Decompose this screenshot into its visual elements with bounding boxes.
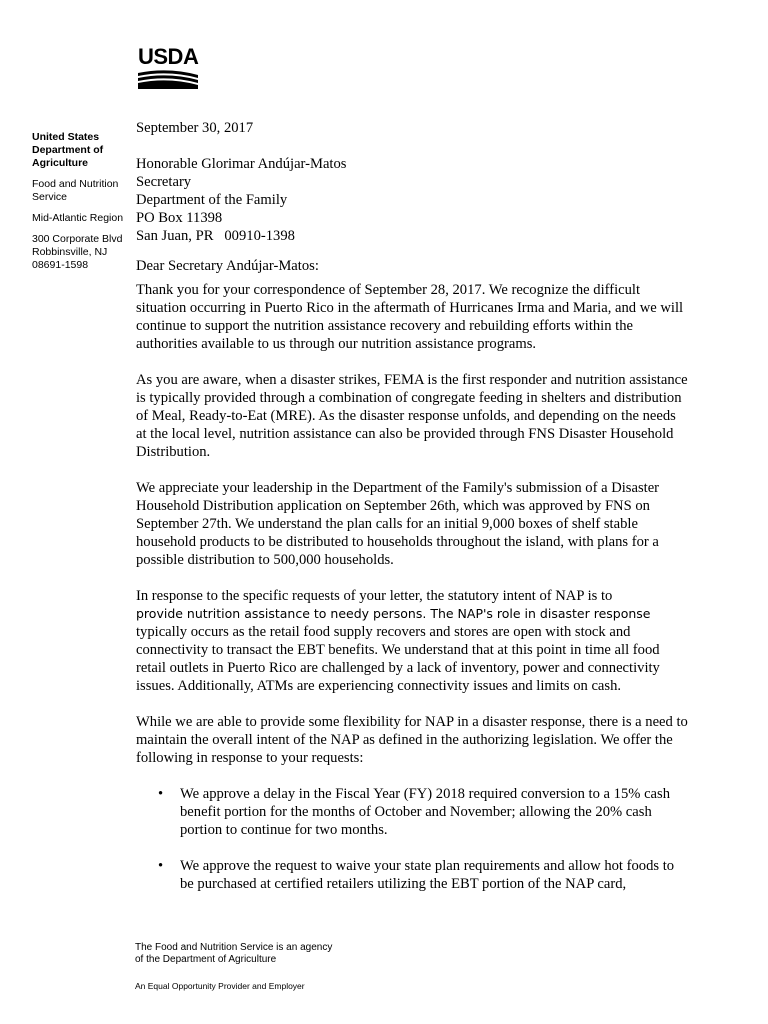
service-name: [32, 178, 132, 204]
paragraph-5: While we are able to provide some flexibility for NAP in a disaster response, there is a need to maintain the overall intent of the NAP as defined in the authorizing legislation. We offer the following in response to your requests:: [136, 714, 688, 766]
recipient-line-5: San Juan, PR 00910-1398: [136, 228, 295, 244]
paragraph-2: As you are aware, when a disaster strikes, FEMA is the first responder and nutrition assistance is typically provided through a combination of congregate feeding in shelters and distribution of Meal, Ready-to-Eat (MRE). As the disaster response unfolds, and depending on the needs at the local level, nutrition assistance can also be provided through FNS Disaster Household Distribution.: [136, 372, 688, 460]
agency-line-2: Department of: [32, 144, 104, 156]
usda-logo-text: USDA: [138, 44, 199, 69]
region-name: Mid-Atlantic Region: [32, 212, 124, 224]
footer-line-1: The Food and Nutrition Service is an agency: [135, 942, 333, 953]
usda-logo-graphic-icon: [138, 69, 198, 89]
page-footer: [135, 942, 332, 992]
agency-line-3: Agriculture: [32, 157, 89, 169]
agency-name: [32, 131, 132, 170]
paragraph-4: [136, 587, 688, 695]
office-address-line-3: 08691-1598: [32, 259, 89, 271]
list-item-text: We approve a delay in the Fiscal Year (FY) 2018 required conversion to a 15% cash benefit portion for the months of October and November; allowing the 20% cash portion to continue for two months.: [180, 786, 671, 838]
recipient-address: [136, 155, 688, 245]
paragraph-4-line-a: In response to the specific requests of your letter, the statutory intent of NAP is to: [136, 588, 613, 604]
service-line-1: Food and Nutrition: [32, 178, 119, 190]
list-item: [136, 785, 688, 839]
request-list: [136, 785, 688, 893]
recipient-line-3: Department of the Family: [136, 192, 288, 208]
service-line-2: Service: [32, 191, 68, 203]
bullet-icon: •: [158, 786, 164, 802]
usda-logo: [138, 46, 198, 90]
bullet-icon: •: [158, 858, 164, 874]
paragraph-1: Thank you for your correspondence of September 28, 2017. We recognize the difficult situation occurring in Puerto Rico in the aftermath of Hurricanes Irma and Maria, and we will continue to support the nutrition assistance recovery and rebuilding efforts within the authorities available to us through our nutrition assistance programs.: [136, 282, 684, 352]
recipient-line-2: Secretary: [136, 174, 192, 190]
paragraph-3: We appreciate your leadership in the Department of the Family's submission of a Disaster Household Distribution application on September 26th, which was approved by FNS on September 27th. We understand the plan calls for an initial 9,000 boxes of shelf stable household products to be distributed to households throughout the island, with plans for a possible distribution to 500,000 households.: [136, 480, 660, 568]
footer-line-2: of the Department of Agriculture: [135, 954, 277, 965]
agency-line-1: United States: [32, 131, 100, 143]
office-address: [32, 233, 132, 272]
salutation: Dear Secretary Andújar-Matos:: [136, 258, 319, 274]
letter-body: [136, 119, 688, 911]
recipient-line-1: Honorable Glorimar Andújar-Matos: [136, 156, 347, 172]
list-item: [136, 857, 688, 893]
paragraph-4-line-b: provide nutrition assistance to needy persons. The NAP's role in disaster response: [136, 606, 651, 621]
list-item-text: We approve the request to waive your state plan requirements and allow hot foods to be purchased at certified retailers utilizing the EBT portion of the NAP card,: [180, 858, 675, 892]
office-address-line-1: 300 Corporate Blvd: [32, 233, 123, 245]
letter-date: September 30, 2017: [136, 120, 254, 136]
office-address-line-2: Robbinsville, NJ: [32, 246, 108, 258]
agency-sidebar: [32, 131, 132, 272]
paragraph-4-rest: typically occurs as the retail food supply recovers and stores are open with stock and connectivity to transact the EBT benefits. We understand that at this point in time all food retail outlets in Puerto Rico are challenged by a lack of inventory, power and connectivity issues. Additionally, ATMs are experiencing connectivity issues and limits on cash.: [136, 624, 660, 694]
recipient-line-4: PO Box 11398: [136, 210, 223, 226]
equal-opportunity-statement: An Equal Opportunity Provider and Employer: [135, 981, 305, 991]
